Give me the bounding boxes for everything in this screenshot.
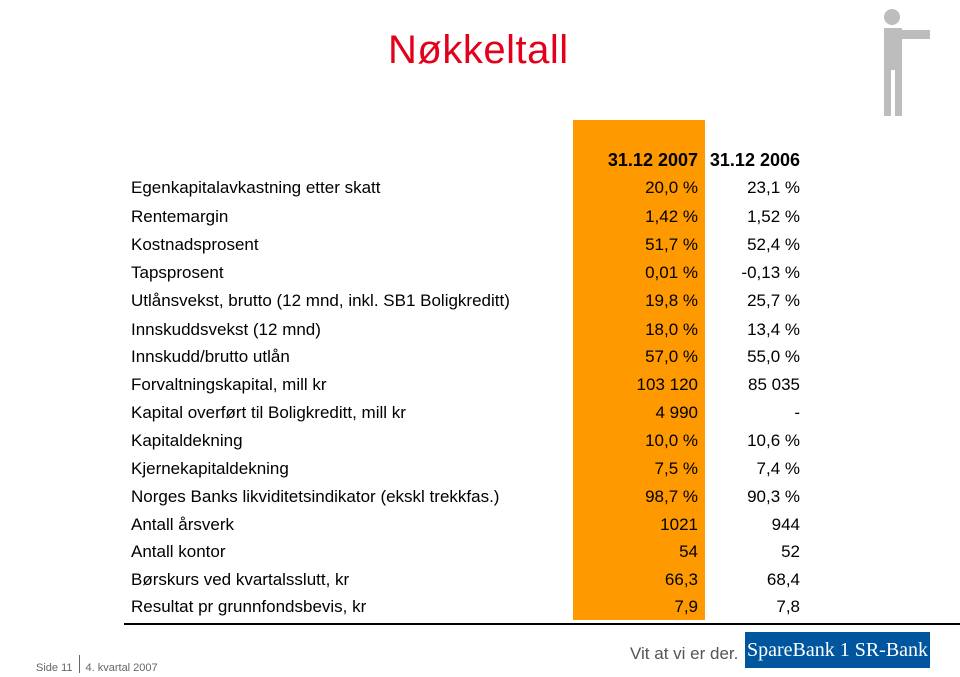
- table-row: [0, 515, 960, 543]
- value-2006: 7,4 %: [756, 459, 800, 478]
- row-label: Antall kontor: [131, 542, 226, 561]
- value-2007: 1021: [660, 515, 698, 534]
- table-row: [0, 235, 960, 263]
- value-2006: 52,4 %: [747, 235, 800, 254]
- value-2007: 7,5 %: [654, 459, 698, 478]
- value-2007: 66,3: [664, 570, 698, 589]
- sparebank-logo: SpareBank 1 SR-Bank: [745, 632, 930, 668]
- slide-footer: [36, 659, 158, 677]
- table-row: [0, 542, 960, 570]
- table-row: [0, 320, 960, 348]
- row-label: Forvaltningskapital, mill kr: [131, 375, 327, 394]
- header-2006: 31.12 2006: [709, 150, 800, 170]
- row-label: Kapitaldekning: [131, 431, 243, 450]
- person-pointing-icon: [880, 8, 930, 118]
- value-2006: -: [794, 403, 800, 422]
- value-2007: 7,9: [674, 597, 698, 616]
- value-2007: 57,0 %: [645, 347, 698, 366]
- table-row: [0, 597, 960, 625]
- table-header: [0, 150, 960, 178]
- row-label: Innskudd/brutto utlån: [131, 347, 290, 366]
- table-row: [0, 375, 960, 403]
- value-2007: 1,42 %: [645, 207, 698, 226]
- row-label: Rentemargin: [131, 207, 229, 226]
- page-title: Nøkkeltall: [388, 28, 569, 72]
- table-row: [0, 459, 960, 487]
- value-2006: 944: [771, 515, 800, 534]
- value-2006: 90,3 %: [747, 487, 800, 506]
- value-2006: 55,0 %: [747, 347, 800, 366]
- row-label: Kostnadsprosent: [131, 235, 259, 254]
- period-label: 4. kvartal 2007: [85, 661, 158, 674]
- value-2006: -0,13 %: [741, 263, 800, 282]
- value-2006: 13,4 %: [747, 320, 800, 339]
- value-2007: 51,7 %: [645, 235, 698, 254]
- value-2006: 10,6 %: [747, 431, 800, 450]
- value-2006: 52: [781, 542, 800, 561]
- row-label: Tapsprosent: [131, 263, 224, 282]
- row-label: Antall årsverk: [131, 515, 234, 534]
- table-row: [0, 431, 960, 459]
- table-row: [0, 347, 960, 375]
- row-label: Kapital overført til Boligkreditt, mill kr: [131, 403, 406, 422]
- table-row: [0, 403, 960, 431]
- row-label: Norges Banks likviditetsindikator (ekskl trekkfas.): [131, 487, 500, 506]
- table-row: [0, 207, 960, 235]
- row-label: Resultat pr grunnfondsbevis, kr: [131, 597, 367, 616]
- bottom-rule: [124, 623, 960, 625]
- table-row: [0, 570, 960, 598]
- value-2007: 20,0 %: [645, 178, 698, 197]
- header-2007: 31.12 2007: [607, 150, 698, 170]
- row-label: Utlånsvekst, brutto (12 mnd, inkl. SB1 Boligkreditt): [131, 291, 510, 310]
- value-2007: 0,01 %: [645, 263, 698, 282]
- value-2006: 7,8: [776, 597, 800, 616]
- value-2007: 98,7 %: [645, 487, 698, 506]
- footer-separator: [79, 655, 80, 673]
- table-row: [0, 178, 960, 206]
- row-label: Egenkapitalavkastning etter skatt: [131, 178, 381, 197]
- page-number: Side 11: [36, 661, 73, 674]
- table-row: [0, 263, 960, 291]
- slogan: Vit at vi er der.: [630, 644, 739, 663]
- table-row: [0, 487, 960, 515]
- value-2006: 1,52 %: [747, 207, 800, 226]
- row-label: Innskuddsvekst (12 mnd): [131, 320, 321, 339]
- row-label: Børskurs ved kvartalsslutt, kr: [131, 570, 350, 589]
- value-2007: 19,8 %: [645, 291, 698, 310]
- value-2007: 18,0 %: [645, 320, 698, 339]
- value-2007: 54: [679, 542, 698, 561]
- value-2006: 85 035: [748, 375, 800, 394]
- row-label: Kjernekapitaldekning: [131, 459, 289, 478]
- value-2006: 23,1 %: [747, 178, 800, 197]
- value-2007: 10,0 %: [645, 431, 698, 450]
- table-row: [0, 291, 960, 319]
- value-2006: 68,4: [766, 570, 800, 589]
- value-2007: 103 120: [636, 375, 698, 394]
- value-2007: 4 990: [655, 403, 698, 422]
- value-2006: 25,7 %: [747, 291, 800, 310]
